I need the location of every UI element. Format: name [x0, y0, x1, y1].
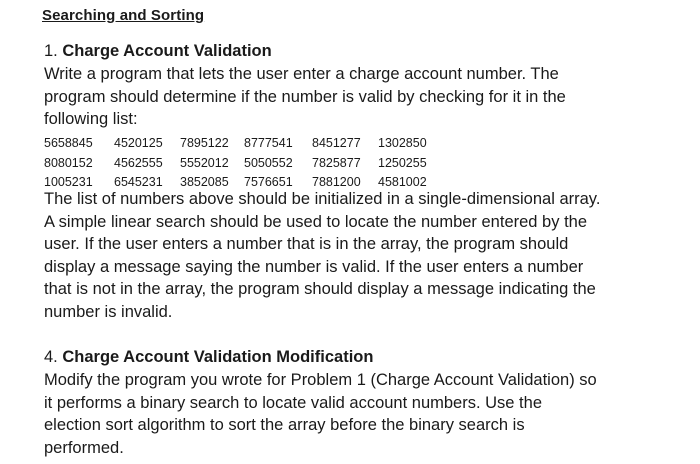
- description-line: display a message saying the number is valid. If the user enters a number: [44, 257, 584, 276]
- account-number: 1005231: [44, 175, 93, 189]
- intro-line: following list:: [44, 110, 138, 128]
- account-number: 5050552: [244, 155, 293, 170]
- problem-1-title: [44, 40, 664, 63]
- account-row: [44, 154, 438, 174]
- intro-line: program should determine if the number is valid by checking for it in the: [44, 87, 566, 106]
- account-number: 7576651: [244, 175, 293, 189]
- account-number: 1302850: [378, 136, 427, 150]
- description-line: Modify the program you wrote for Problem 1 (Charge Account Validation) so: [44, 371, 597, 389]
- account-number: 6545231: [114, 175, 163, 189]
- problem-4-title: [44, 346, 664, 369]
- account-number-list: [44, 134, 438, 193]
- intro-line: Write a program that lets the user enter a charge account number. The: [44, 65, 559, 83]
- description-line: it performs a binary search to locate valid account numbers. Use the: [44, 393, 542, 412]
- description-line: user. If the user enters a number that is in the array, the program should: [44, 235, 569, 253]
- problem-4-name: Charge Account Validation Modification: [62, 348, 374, 366]
- problem-1-intro: [44, 63, 664, 131]
- section-heading: Searching and Sorting: [42, 7, 205, 24]
- description-line: The list of numbers above should be initialized in a single-dimensional array.: [44, 190, 601, 208]
- account-row: [44, 134, 438, 154]
- account-number: 1250255: [378, 155, 427, 170]
- problem-4-description: [44, 369, 664, 459]
- description-line: number is invalid.: [44, 302, 173, 321]
- account-number: 7895122: [180, 136, 229, 150]
- description-line: performed.: [44, 438, 124, 457]
- account-number: 8451277: [312, 136, 361, 150]
- account-number: 8777541: [244, 136, 293, 150]
- account-number: 4520125: [114, 136, 163, 150]
- description-line: that is not in the array, the program should display a message indicating the: [44, 280, 596, 298]
- problem-1-description: [44, 188, 664, 323]
- account-number: 3852085: [180, 175, 229, 189]
- account-number: 7825877: [312, 155, 361, 170]
- problem-4-number: 4.: [44, 348, 58, 366]
- account-number: 4562555: [114, 155, 163, 170]
- problem-1-name: Charge Account Validation: [62, 42, 272, 60]
- account-number: 5552012: [180, 155, 229, 170]
- account-number: 5658845: [44, 136, 93, 150]
- problem-1-number: 1.: [44, 42, 58, 60]
- account-number: 4581002: [378, 175, 427, 189]
- account-number: 8080152: [44, 155, 93, 170]
- account-number: 7881200: [312, 175, 361, 189]
- description-line: A simple linear search should be used to locate the number entered by the: [44, 212, 588, 231]
- description-line: election sort algorithm to sort the array before the binary search is: [44, 416, 525, 434]
